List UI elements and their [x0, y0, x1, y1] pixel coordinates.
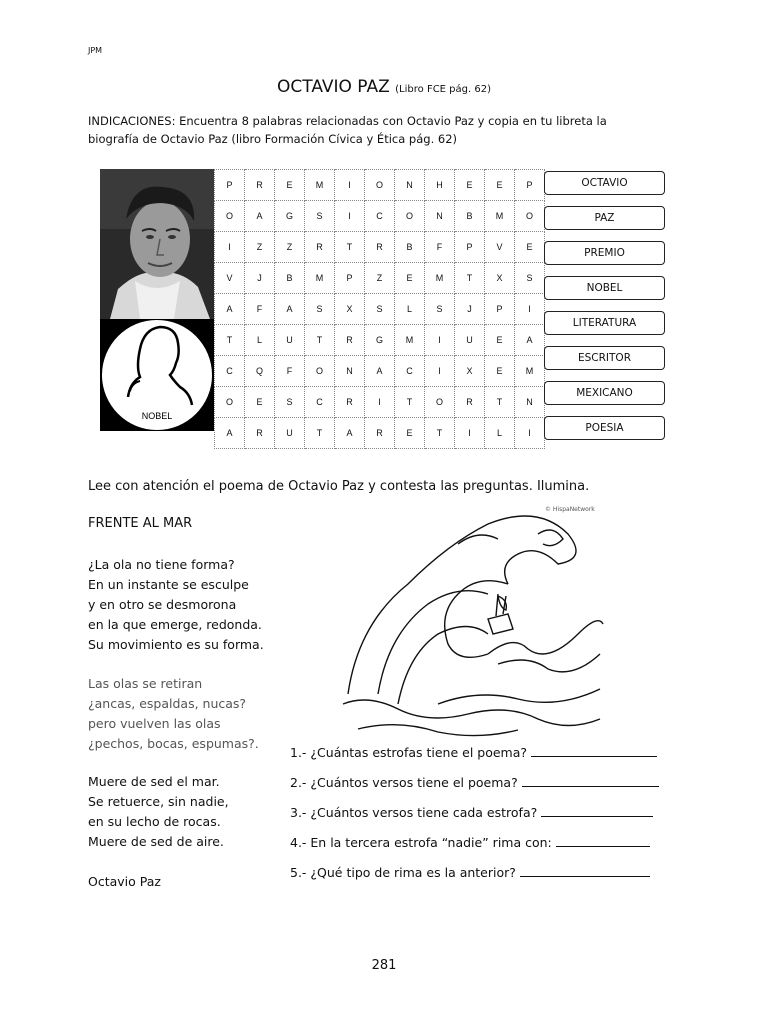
grid-cell[interactable]: M [425, 263, 455, 294]
grid-cell[interactable]: S [305, 201, 335, 232]
question-text: 4.- En la tercera estrofa “nadie” rima con: [290, 835, 552, 850]
poem-instructions: Lee con atención el poema de Octavio Paz y contesta las preguntas. Ilumina. [88, 479, 590, 494]
grid-cell[interactable]: U [275, 325, 305, 356]
verse: en la que emerge, redonda. [88, 617, 262, 632]
grid-cell[interactable]: P [335, 263, 365, 294]
grid-cell[interactable]: B [455, 201, 485, 232]
grid-cell[interactable]: C [365, 201, 395, 232]
grid-cell[interactable]: F [245, 294, 275, 325]
grid-cell[interactable]: I [425, 325, 455, 356]
grid-cell[interactable]: A [215, 294, 245, 325]
grid-cell[interactable]: N [425, 201, 455, 232]
grid-cell[interactable]: T [425, 418, 455, 449]
answer-line[interactable] [531, 744, 657, 757]
grid-cell[interactable]: T [305, 418, 335, 449]
grid-cell[interactable]: J [455, 294, 485, 325]
grid-cell[interactable]: R [455, 387, 485, 418]
grid-cell[interactable]: M [515, 356, 545, 387]
question-3 [290, 802, 659, 832]
word-box: MEXICANO [544, 381, 665, 405]
word-box: PREMIO [544, 241, 665, 265]
grid-cell[interactable]: Q [245, 356, 275, 387]
grid-cell[interactable]: A [335, 418, 365, 449]
grid-cell[interactable]: F [275, 356, 305, 387]
grid-cell[interactable]: M [395, 325, 425, 356]
grid-cell[interactable]: R [245, 170, 275, 201]
grid-cell[interactable]: I [365, 387, 395, 418]
grid-cell[interactable]: A [365, 356, 395, 387]
grid-row [215, 201, 545, 232]
poem-stanza-3 [88, 772, 229, 852]
grid-cell[interactable]: U [275, 418, 305, 449]
grid-cell[interactable]: I [215, 232, 245, 263]
page-title [0, 77, 768, 97]
grid-row [215, 356, 545, 387]
poem-title: FRENTE AL MAR [88, 516, 193, 531]
grid-cell[interactable]: A [515, 325, 545, 356]
word-box: POESIA [544, 416, 665, 440]
grid-cell[interactable]: L [395, 294, 425, 325]
grid-cell[interactable]: B [275, 263, 305, 294]
verse: pero vuelven las olas [88, 716, 221, 731]
answer-line[interactable] [522, 774, 659, 787]
grid-row [215, 170, 545, 201]
verse: ¿La ola no tiene forma? [88, 557, 235, 572]
grid-row [215, 232, 545, 263]
question-text: 5.- ¿Qué tipo de rima es la anterior? [290, 865, 516, 880]
verse: Su movimiento es su forma. [88, 637, 264, 652]
poem-stanza-1 [88, 555, 264, 655]
grid-cell[interactable]: Z [365, 263, 395, 294]
verse: Las olas se retiran [88, 676, 203, 691]
word-list [544, 171, 665, 451]
grid-cell[interactable]: C [395, 356, 425, 387]
poem-author: Octavio Paz [88, 874, 161, 889]
grid-cell[interactable]: V [215, 263, 245, 294]
title-main: OCTAVIO PAZ [277, 77, 390, 97]
question-text: 3.- ¿Cuántos versos tiene cada estrofa? [290, 805, 538, 820]
grid-cell[interactable]: E [515, 232, 545, 263]
grid-cell[interactable]: O [365, 170, 395, 201]
verse: Muere de sed de aire. [88, 834, 224, 849]
word-box: LITERATURA [544, 311, 665, 335]
grid-cell[interactable]: X [485, 263, 515, 294]
grid-row [215, 325, 545, 356]
question-2 [290, 772, 659, 802]
grid-cell[interactable]: I [335, 201, 365, 232]
grid-cell[interactable]: L [245, 325, 275, 356]
word-box: OCTAVIO [544, 171, 665, 195]
header-code: JPM [88, 46, 103, 55]
poem-stanza-2 [88, 674, 259, 754]
grid-cell[interactable]: E [485, 356, 515, 387]
image-credit: © HispaNetwork [545, 506, 595, 513]
grid-cell[interactable]: N [335, 356, 365, 387]
grid-cell[interactable]: V [485, 232, 515, 263]
grid-cell[interactable]: P [515, 170, 545, 201]
word-box: NOBEL [544, 276, 665, 300]
grid-cell[interactable]: O [395, 201, 425, 232]
grid-cell[interactable]: O [515, 201, 545, 232]
grid-cell[interactable]: M [305, 170, 335, 201]
grid-cell[interactable]: T [455, 263, 485, 294]
grid-cell[interactable]: P [455, 232, 485, 263]
grid-cell[interactable]: N [515, 387, 545, 418]
grid-cell[interactable]: G [275, 201, 305, 232]
grid-cell[interactable]: E [395, 418, 425, 449]
grid-cell[interactable]: R [365, 418, 395, 449]
grid-cell[interactable]: U [455, 325, 485, 356]
verse: ¿pechos, bocas, espumas?. [88, 736, 259, 751]
verse: Se retuerce, sin nadie, [88, 794, 229, 809]
grid-cell[interactable]: E [275, 170, 305, 201]
grid-cell[interactable]: O [425, 387, 455, 418]
grid-cell[interactable]: O [215, 387, 245, 418]
grid-cell[interactable]: X [455, 356, 485, 387]
grid-cell[interactable]: S [425, 294, 455, 325]
grid-cell[interactable]: E [485, 170, 515, 201]
grid-cell[interactable]: L [485, 418, 515, 449]
verse: y en otro se desmorona [88, 597, 237, 612]
word-box: PAZ [544, 206, 665, 230]
grid-cell[interactable]: G [365, 325, 395, 356]
grid-cell[interactable]: M [305, 263, 335, 294]
instructions: INDICACIONES: Encuentra 8 palabras relacionadas con Octavio Paz y copia en tu libreta la biografía de Octavio Paz (libro Formación Cívica y Ética pág. 62) [88, 114, 607, 146]
grid-cell[interactable]: E [485, 325, 515, 356]
question-1 [290, 742, 659, 772]
questions [290, 742, 659, 892]
grid-row [215, 263, 545, 294]
grid-cell[interactable]: T [305, 325, 335, 356]
grid-cell[interactable]: R [335, 387, 365, 418]
grid-cell[interactable]: Z [275, 232, 305, 263]
word-search-grid [214, 169, 545, 449]
grid-cell[interactable]: I [515, 418, 545, 449]
octavio-paz-photo [100, 169, 214, 319]
grid-cell[interactable]: I [425, 356, 455, 387]
grid-cell[interactable]: R [335, 325, 365, 356]
grid-cell[interactable]: P [485, 294, 515, 325]
page-number: 281 [371, 958, 397, 973]
verse: En un instante se esculpe [88, 577, 249, 592]
grid-cell[interactable]: R [245, 418, 275, 449]
grid-cell[interactable]: J [245, 263, 275, 294]
answer-line[interactable] [541, 804, 653, 817]
grid-cell[interactable]: S [365, 294, 395, 325]
title-sub: (Libro FCE pág. 62) [395, 84, 491, 95]
grid-cell[interactable]: A [245, 201, 275, 232]
grid-cell[interactable]: O [305, 356, 335, 387]
wave-illustration [338, 504, 608, 742]
question-5 [290, 862, 659, 892]
grid-cell[interactable]: E [395, 263, 425, 294]
grid-cell[interactable]: T [395, 387, 425, 418]
word-box: ESCRITOR [544, 346, 665, 370]
grid-cell[interactable]: E [245, 387, 275, 418]
grid-cell[interactable]: S [305, 294, 335, 325]
verse: Muere de sed el mar. [88, 774, 220, 789]
grid-cell[interactable]: N [395, 170, 425, 201]
nobel-medal-image [100, 319, 214, 431]
grid-cell[interactable]: Z [245, 232, 275, 263]
grid-cell[interactable]: A [215, 418, 245, 449]
verse: en su lecho de rocas. [88, 814, 221, 829]
grid-row [215, 418, 545, 449]
grid-cell[interactable]: H [425, 170, 455, 201]
grid-cell[interactable]: R [305, 232, 335, 263]
grid-cell[interactable]: I [515, 294, 545, 325]
grid-cell[interactable]: X [335, 294, 365, 325]
grid-row [215, 294, 545, 325]
grid-cell[interactable]: T [485, 387, 515, 418]
verse: ¿ancas, espaldas, nucas? [88, 696, 247, 711]
grid-cell[interactable]: O [215, 201, 245, 232]
question-text: 2.- ¿Cuántos versos tiene el poema? [290, 775, 518, 790]
grid-cell[interactable]: R [365, 232, 395, 263]
grid-cell[interactable]: C [305, 387, 335, 418]
grid-cell[interactable]: F [425, 232, 455, 263]
grid-cell[interactable]: I [335, 170, 365, 201]
answer-line[interactable] [556, 834, 650, 847]
grid-cell[interactable]: I [455, 418, 485, 449]
grid-cell[interactable]: S [275, 387, 305, 418]
question-4 [290, 832, 659, 862]
grid-cell[interactable]: S [515, 263, 545, 294]
grid-cell[interactable]: A [275, 294, 305, 325]
grid-cell[interactable]: P [215, 170, 245, 201]
grid-cell[interactable]: T [215, 325, 245, 356]
grid-row [215, 387, 545, 418]
answer-line[interactable] [520, 864, 650, 877]
grid-cell[interactable]: B [395, 232, 425, 263]
grid-cell[interactable]: T [335, 232, 365, 263]
grid-cell[interactable]: E [455, 170, 485, 201]
question-text: 1.- ¿Cuántas estrofas tiene el poema? [290, 745, 528, 760]
grid-cell[interactable]: C [215, 356, 245, 387]
medal-label: NOBEL [141, 411, 173, 421]
grid-cell[interactable]: M [485, 201, 515, 232]
